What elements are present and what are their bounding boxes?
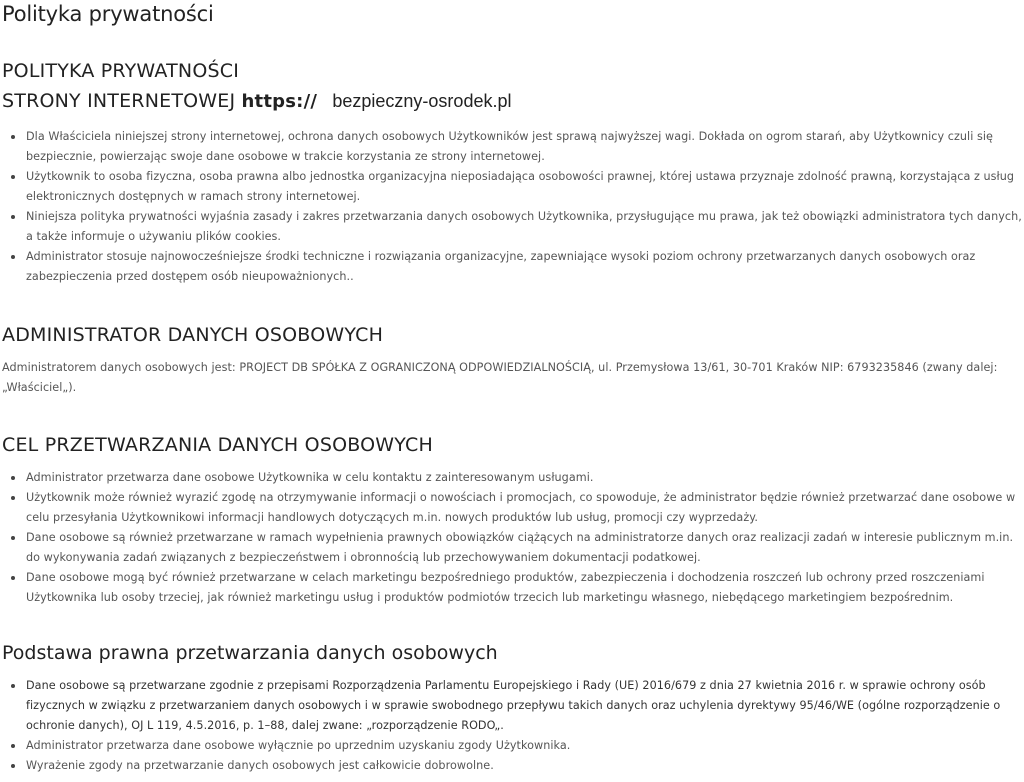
list-item: Użytkownik może również wyrazić zgodę na otrzymywanie informacji o nowościach i promocjach, co spowoduje, że administrator będzie również przetwarzać dane osobowe w celu przesyłania Użytkownikowi informacji handlowych dotyczących m.in. nowych produktów lub usług, promocji czy wyprzedaży. [26,488,1022,528]
main-heading-domain: bezpieczny-osrodek.pl [332,91,512,111]
administrator-text: Administratorem danych osobowych jest: PROJECT DB SPÓŁKA Z OGRANICZONĄ ODPOWIEDZIALNOŚCIĄ, ul. Przemysłowa 13/61, 30-701 Kraków NIP: 6793235846 (zwany dalej: „Właściciel„). [2,361,998,394]
list-item: Administrator stosuje najnowocześniejsze środki techniczne i rozwiązania organizacyjne, zapewniające wysoki poziom ochrony przetwarzanych danych osobowych oraz zabezpieczenia przed dostępem osób nieupoważnionych.. [26,247,1022,287]
list-item: Wyrażenie zgody na przetwarzanie danych osobowych jest całkowicie dobrowolne. [26,756,1022,776]
list-item: Dane osobowe mogą być również przetwarzane w celach marketingu bezpośredniego produktów, zabezpieczenia i dochodzenia roszczeń lub ochrony przed roszczeniami Użytkownika lub osoby trzeciej, jak również marketingu usług i produktów podmiotów trzecich lub marketingu własnego, niebędącego marketingiem bezpośrednim. [26,568,1022,608]
list-item: Administrator przetwarza dane osobowe wyłącznie po uprzednim uzyskaniu zgody Użytkownika. [26,736,1022,756]
list-item: Niniejsza polityka prywatności wyjaśnia zasady i zakres przetwarzania danych osobowych Użytkownika, przysługujące mu prawa, jak też obowiązki administratora tych danych, a także informuje o używaniu plików cookies. [26,207,1022,247]
purpose-heading: CEL PRZETWARZANIA DANYCH OSOBOWYCH [2,434,433,456]
list-item: Dane osobowe są również przetwarzane w ramach wypełnienia prawnych obowiązków ciążących na administratorze danych oraz realizacji zadań w interesie publicznym m.in. do wykonywania zadań związanych z bezpieczeństwem i obronnością lub przechowywaniem dokumentacji podatkowej. [26,528,1022,568]
list-item: Administrator przetwarza dane osobowe Użytkownika w celu kontaktu z zainteresowanym usługami. [26,468,1022,488]
main-heading-https: https:// [241,91,318,112]
legal-basis-heading: Podstawa prawna przetwarzania danych osobowych [2,642,498,664]
main-heading [2,56,1022,117]
purpose-list [2,468,1022,608]
administrator-heading: ADMINISTRATOR DANYCH OSOBOWYCH [2,324,384,346]
list-item: Użytkownik to osoba fizyczna, osoba prawna albo jednostka organizacyjna nieposiadająca osobowości prawnej, której ustawa przyznaje zdolność prawną, korzystająca z usług elektronicznych dostępnych w ramach strony internetowej. [26,167,1022,207]
page-title: Polityka prywatności [2,2,214,26]
list-item: Dla Właściciela niniejszej strony internetowej, ochrona danych osobowych Użytkowników jest sprawą najwyższej wagi. Dokłada on ogrom starań, aby Użytkownicy czuli się bezpiecznie, powierzając swoje dane osobowe w trakcie korzystania ze strony internetowej. [26,127,1022,167]
intro-list [2,127,1022,287]
list-item: Dane osobowe są przetwarzane zgodnie z przepisami Rozporządzenia Parlamentu Europejskiego i Rady (UE) 2016/679 z dnia 27 kwietnia 2016 r. w sprawie ochrony osób fizycznych w związku z przetwarzaniem danych osobowych i w sprawie swobodnego przepływu takich danych oraz uchylenia dyrektywy 95/46/WE (ogólne rozporządzenie o ochronie danych), OJ L 119, 4.5.2016, p. 1–88, dalej zwane: „rozporządzenie RODO„. [26,676,1022,736]
main-heading-line1: POLITYKA PRYWATNOŚCI [2,60,240,82]
main-heading-line2: STRONY INTERNETOWEJ [2,90,236,112]
legal-basis-list [2,676,1022,776]
